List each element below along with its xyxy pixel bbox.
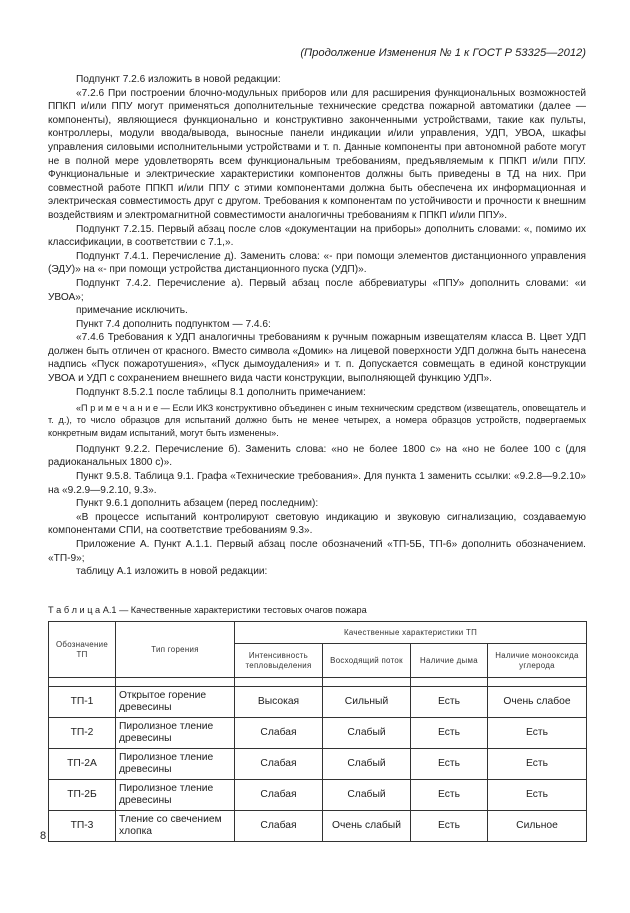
paragraph: Подпункт 8.5.2.1 после таблицы 8.1 дополнить примечанием: xyxy=(76,386,366,398)
paragraph: Пункт 7.4 дополнить подпунктом — 7.4.6: xyxy=(76,318,271,330)
cell-type: Пиролизное тление древесины xyxy=(116,780,235,811)
cell-co: Есть xyxy=(488,749,587,780)
cell-intensity: Слабая xyxy=(235,811,323,842)
paragraph: «В процессе испытаний контролируют световую индикацию и звуковую сигнализацию, создаваемую компонентами СПИ, на соответствие требованиям 9.3». xyxy=(48,511,586,537)
table-row xyxy=(49,780,587,811)
cell-intensity: Высокая xyxy=(235,687,323,718)
characteristics-table xyxy=(48,621,587,842)
cell-type: Пиролизное тление древесины xyxy=(116,718,235,749)
paragraph: Подпункт 7.4.1. Перечисление д). Заменить слова: «- при помощи элементов дистанционного управления (ЭДУ)» на «- при помощи устройства дистанционного пуска (УДП)». xyxy=(48,250,586,276)
cell-smoke: Есть xyxy=(411,780,488,811)
paragraph: Пункт 9.5.8. Таблица 9.1. Графа «Технические требования». Для пункта 1 заменить ссылки: «9.2.8—9.2.10» на «9.2.9—9.2.10, 9.3». xyxy=(48,471,586,496)
paragraph: таблицу А.1 изложить в новой редакции: xyxy=(76,566,268,578)
note-text: — Если ИКЗ конструктивно объединен с иным техническим средством (извещатель, оповещатель и т. д.), то число образцов для испытаний должно быть не менее четырех, а номера образцов устройств, подвергаемых конкретным видам испытаний, могут быть изменены». xyxy=(48,403,586,438)
cell-flow: Слабый xyxy=(323,749,411,780)
paragraph: Приложение А. Пункт А.1.1. Первый абзац после обозначений «ТП-5Б, ТП-6» дополнить обозначением. «ТП-9»; xyxy=(48,539,586,564)
table-caption-text: — Качественные характеристики тестовых очагов пожара xyxy=(116,605,367,615)
cell-intensity: Слабая xyxy=(235,718,323,749)
header-flow: Восходящий поток xyxy=(323,644,411,678)
header-burning-type: Тип горения xyxy=(116,622,235,678)
header-intensity: Интенсивность тепловыделения xyxy=(235,644,323,678)
paragraph: Подпункт 9.2.2. Перечисление б). Заменить слова: «но не более 1800 с» на «но не более 100 с (для радиоканальных 1800 с)». xyxy=(48,443,586,469)
paragraph: «7.2.6 При построении блочно-модульных приборов или для расширения функциональных возможностей ППКП и/или ППУ могут применяться дополнительные технические средства пожарной автоматики (далее — компоненты), являющиеся функционально и конструктивно законченными устройствами, такие как пульты, контроллеры, модули ввода/вывода, выносные панели индикации и/или управления, УДП, УВОА, шкафы управления силовыми исполнительными устройствами и т. п. Данные компоненты при автономной работе могут не в полной мере удовлетворять всем функциональным требованиям, предъявляемым к ППКП и/или ППУ. Функциональные и электрические характеристики компонентов должны быть приведены в ТД на них. При совместной работе ППКП и/или ППУ с этими компонентами должна быть обеспечена их информационная и электрическая совместимость друг с другом. Требования к компонентам по устойчивости и прочности к внешним воздействиям и электромагнитной совместимости аналогичны требованиям к ППКП и/или ППУ». xyxy=(48,87,586,221)
cell-tp: ТП-2 xyxy=(49,718,116,749)
table-row xyxy=(49,718,587,749)
cell-smoke: Есть xyxy=(411,749,488,780)
table-caption-lead: Т а б л и ц а А.1 xyxy=(48,605,117,615)
header-designation: Обозначение ТП xyxy=(49,622,116,678)
paragraph: Пункт 9.6.1 дополнить абзацем (перед последним): xyxy=(76,498,319,510)
cell-type: Открытое горение древесины xyxy=(116,687,235,718)
cell-smoke: Есть xyxy=(411,687,488,718)
cell-co: Есть xyxy=(488,718,587,749)
cell-flow: Слабый xyxy=(323,718,411,749)
paragraph: примечание исключить. xyxy=(76,305,188,317)
cell-smoke: Есть xyxy=(411,718,488,749)
cell-intensity: Слабая xyxy=(235,749,323,780)
cell-intensity: Слабая xyxy=(235,780,323,811)
table-row xyxy=(49,687,587,718)
header-smoke: Наличие дыма xyxy=(411,644,488,678)
cell-co: Очень слабое xyxy=(488,687,587,718)
cell-flow: Сильный xyxy=(323,687,411,718)
cell-tp: ТП-1 xyxy=(49,687,116,718)
paragraph: Подпункт 7.2.6 изложить в новой редакции: xyxy=(76,74,281,85)
header-characteristics-group: Качественные характеристики ТП xyxy=(235,622,587,644)
header-spacer-row xyxy=(49,678,587,687)
running-header: (Продолжение Изменения № 1 к ГОСТ Р 53325—2012) xyxy=(300,47,586,59)
table-row xyxy=(49,811,587,842)
cell-tp: ТП-3 xyxy=(49,811,116,842)
paragraph: Подпункт 7.2.15. Первый абзац после слов «документации на приборы» дополнить словами: «, помимо их классификации, в соответствии с 7.1,». xyxy=(48,223,586,249)
paragraph: «7.4.6 Требования к УДП аналогичны требованиям к ручным пожарным извещателям класса В. Цвет УДП должен быть отличен от красного. Вместо символа «Домик» на лицевой поверхности УДП должна быть нанесена надпись «Пуск пожаротушения», «Пуск дымоудаления» и т. п. Допускается совмещать в единой конструкции УВОА и УДП с сохранением внешнего вида части конструкции, выполняющей функцию УДП». xyxy=(48,332,586,385)
cell-flow: Очень слабый xyxy=(323,811,411,842)
cell-tp: ТП-2Б xyxy=(49,780,116,811)
cell-co: Сильное xyxy=(488,811,587,842)
header-co: Наличие монооксида углерода xyxy=(488,644,587,678)
note-lead: «П р и м е ч а н и е xyxy=(76,403,159,414)
document-body xyxy=(48,73,586,579)
cell-smoke: Есть xyxy=(411,811,488,842)
table-caption xyxy=(48,604,588,616)
cell-type: Пиролизное тление древесины xyxy=(116,749,235,780)
page-number: 8 xyxy=(40,830,47,842)
cell-flow: Слабый xyxy=(323,780,411,811)
table-row xyxy=(49,749,587,780)
paragraph: Подпункт 7.4.2. Перечисление а). Первый абзац после аббревиатуры «ППУ» дополнить словами: «и УВОА»; xyxy=(48,277,586,303)
cell-co: Есть xyxy=(488,780,587,811)
cell-type: Тление со свечением хлопка xyxy=(116,811,235,842)
note-paragraph xyxy=(48,402,586,439)
cell-tp: ТП-2А xyxy=(49,749,116,780)
